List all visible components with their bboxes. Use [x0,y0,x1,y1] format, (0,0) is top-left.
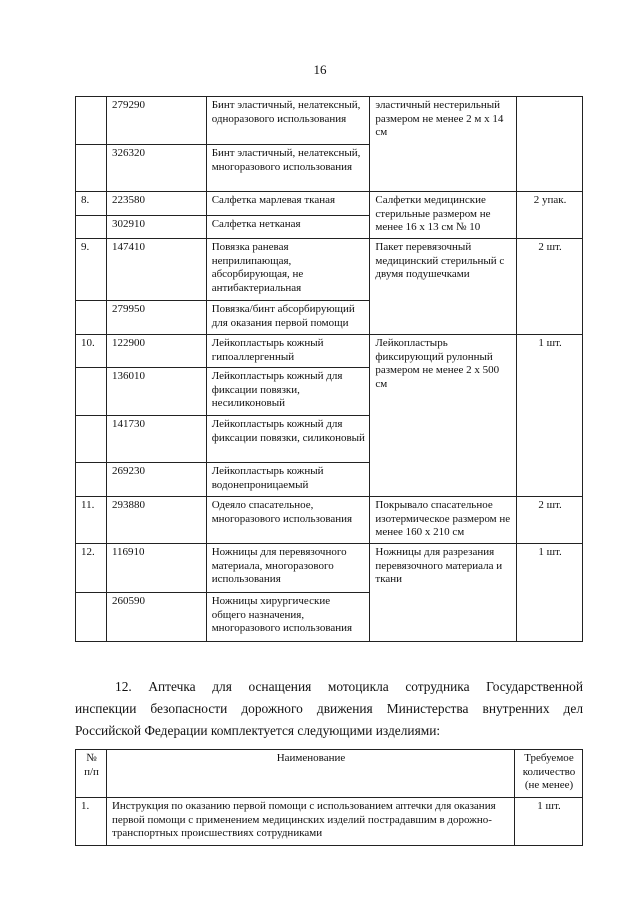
row-number: 8. [76,192,107,216]
table-row [76,97,583,145]
quantity: 2 упак. [517,192,583,239]
product-name: Ножницы для перевязочного материала, многоразового использования [206,544,370,593]
table-row [76,798,583,846]
table-row [76,239,583,301]
table-row [76,335,583,368]
requirement-desc: Покрывало спасательное изотермическое размером не менее 160 х 210 см [370,497,517,544]
table-header-row [76,750,583,798]
product-code: 141730 [106,416,206,463]
product-code: 147410 [106,239,206,301]
paragraph-line: Российской Федерации комплектуется следующими изделиями: [75,723,441,738]
product-code: 326320 [106,145,206,192]
product-code: 136010 [106,368,206,416]
product-name: Салфетка нетканая [206,216,370,239]
quantity [517,97,583,192]
product-name: Ножницы хирургические общего назначения, многоразового использования [206,593,370,642]
page-number: 16 [313,62,327,77]
paragraph-12 [75,676,583,742]
product-name: Лейкопластырь кожный гипоаллергенный [206,335,370,368]
row-number [76,97,107,145]
requirement-desc: Пакет перевязочный медицинский стерильный с двумя подушечками [370,239,517,335]
product-code: 122900 [106,335,206,368]
header-name: Наименование [106,750,514,798]
quantity: 2 шт. [517,239,583,335]
product-code: 302910 [106,216,206,239]
product-name: Бинт эластичный, нелатексный, одноразового использования [206,97,370,145]
product-code: 223580 [106,192,206,216]
header-num: № п/п [76,750,107,798]
product-name: Лейкопластырь кожный водонепроницаемый [206,463,370,497]
table-row [76,544,583,593]
product-name: Повязка раневая неприлипающая, абсорбирующая, не антибактериальная [206,239,370,301]
paragraph-line: 12. Аптечка для оснащения мотоцикла сотрудника Государственной [115,679,583,694]
row-number: 12. [76,544,107,593]
product-name: Повязка/бинт абсорбирующий для оказания первой помощи [206,301,370,335]
requirement-desc: Салфетки медицинские стерильные размером не менее 16 х 13 см № 10 [370,192,517,239]
table-row [76,497,583,544]
product-name: Лейкопластырь кожный для фиксации повязки, несиликоновый [206,368,370,416]
quantity: 1 шт. [515,798,583,846]
quantity: 2 шт. [517,497,583,544]
kit-table [75,96,583,642]
product-name: Салфетка марлевая тканая [206,192,370,216]
requirement-desc: эластичный нестерильный размером не менее 2 м х 14 см [370,97,517,192]
item-name: Инструкция по оказанию первой помощи с использованием аптечки для оказания первой помощи с применением медицинских изделий пострадавшим в дорожно-транспортных происшествиях сотрудниками [106,798,514,846]
requirement-desc: Лейкопластырь фиксирующий рулонный размером не менее 2 х 500 см [370,335,517,497]
row-number: 9. [76,239,107,301]
header-qty: Требуемое количество (не менее) [515,750,583,798]
quantity: 1 шт. [517,335,583,497]
product-code: 260590 [106,593,206,642]
row-number: 10. [76,335,107,368]
product-name: Лейкопластырь кожный для фиксации повязки, силиконовый [206,416,370,463]
product-code: 279290 [106,97,206,145]
product-code: 269230 [106,463,206,497]
product-code: 293880 [106,497,206,544]
product-name: Одеяло спасательное, многоразового использования [206,497,370,544]
product-code: 279950 [106,301,206,335]
row-number: 11. [76,497,107,544]
row-number: 1. [76,798,107,846]
paragraph-line: инспекции безопасности дорожного движения Министерства внутренних дел [75,701,583,716]
kit-table-2 [75,749,583,846]
product-name: Бинт эластичный, нелатексный, многоразового использования [206,145,370,192]
table-row [76,192,583,216]
requirement-desc: Ножницы для разрезания перевязочного материала и ткани [370,544,517,642]
quantity: 1 шт. [517,544,583,642]
product-code: 116910 [106,544,206,593]
